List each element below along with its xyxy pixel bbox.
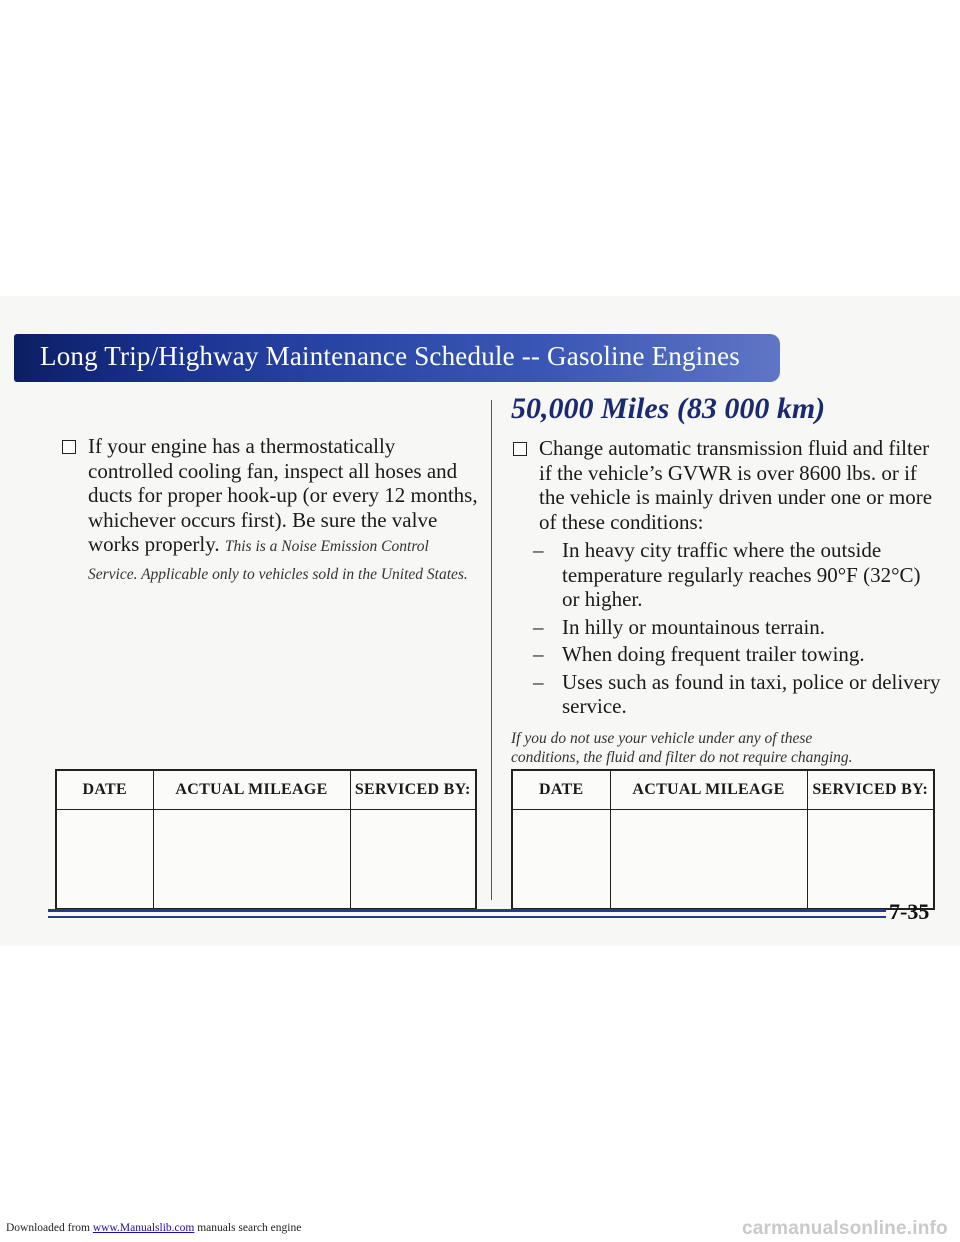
- list-item: – In hilly or mountainous terrain.: [533, 614, 826, 639]
- right-column: [511, 392, 941, 767]
- table-row: [56, 810, 476, 910]
- checkbox-icon[interactable]: [62, 440, 76, 454]
- watermark-logo: carmanualsonline.info: [742, 1218, 948, 1239]
- mileage-heading: 50,000 Miles (83 000 km): [511, 392, 826, 425]
- mileage-cell[interactable]: [153, 810, 350, 910]
- section-header-title: Long Trip/Highway Maintenance Schedule -- Gasoline Engines: [40, 341, 740, 371]
- dash-icon: –: [533, 642, 544, 666]
- column-header-serviced-by: SERVICED BY:: [807, 770, 934, 810]
- page-number: 7-35: [889, 899, 930, 924]
- serviced-by-cell[interactable]: [807, 810, 934, 910]
- column-header-date: DATE: [512, 770, 610, 810]
- column-header-serviced-by: SERVICED BY:: [350, 770, 476, 810]
- list-item: – Uses such as found in taxi, police or delivery service.: [533, 669, 941, 718]
- column-header-date: DATE: [56, 770, 153, 810]
- checklist-item-transmission: [511, 436, 941, 534]
- column-divider: [491, 400, 492, 900]
- list-item: – When doing frequent trailer towing.: [533, 642, 865, 666]
- footer-rule-thin: [48, 916, 886, 918]
- footnote: If you do not use your vehicle under any of these conditions, the fluid and filter do not require changing.: [511, 729, 853, 766]
- list-item: – In heavy city traffic where the outside temperature regularly reaches 90°F (32°C) or higher.: [533, 538, 921, 611]
- item-text: If your engine has a thermostatically controlled cooling fan, inspect all hoses and ducts for proper hook-up (or every 12 months, whichever occurs first). Be sure the valve works properly.: [88, 434, 478, 556]
- manualslib-link[interactable]: www.Manualslib.com: [92, 1222, 195, 1234]
- dash-icon: –: [533, 614, 544, 639]
- conditions-list: [533, 538, 941, 719]
- column-header-mileage: ACTUAL MILEAGE: [153, 770, 350, 810]
- column-header-mileage: ACTUAL MILEAGE: [610, 770, 807, 810]
- item-note: This is a Noise Emission Control Service. Applicable only to vehicles sold in the United States.: [88, 538, 468, 583]
- service-log-table-left: [55, 769, 477, 910]
- date-cell[interactable]: [56, 810, 153, 910]
- table-row: [512, 810, 934, 910]
- dash-icon: –: [533, 538, 544, 562]
- table-header-row: [56, 770, 476, 810]
- serviced-by-cell[interactable]: [350, 810, 476, 910]
- service-log-table-right: [511, 769, 935, 910]
- checkbox-icon[interactable]: [513, 442, 527, 456]
- dash-icon: –: [533, 669, 544, 694]
- item-text: Change automatic transmission fluid and filter if the vehicle’s GVWR is over 8600 lbs. or if the vehicle is mainly driven under one or more of these conditions:: [539, 436, 933, 534]
- footer-rule-thick: [48, 909, 886, 912]
- mileage-cell[interactable]: [610, 810, 807, 910]
- download-credit: Downloaded from www.Manualslib.com manuals search engine: [6, 1222, 302, 1234]
- left-column: [60, 434, 480, 587]
- table-header-row: [512, 770, 934, 810]
- date-cell[interactable]: [512, 810, 610, 910]
- checklist-item-cooling-fan: [60, 434, 480, 587]
